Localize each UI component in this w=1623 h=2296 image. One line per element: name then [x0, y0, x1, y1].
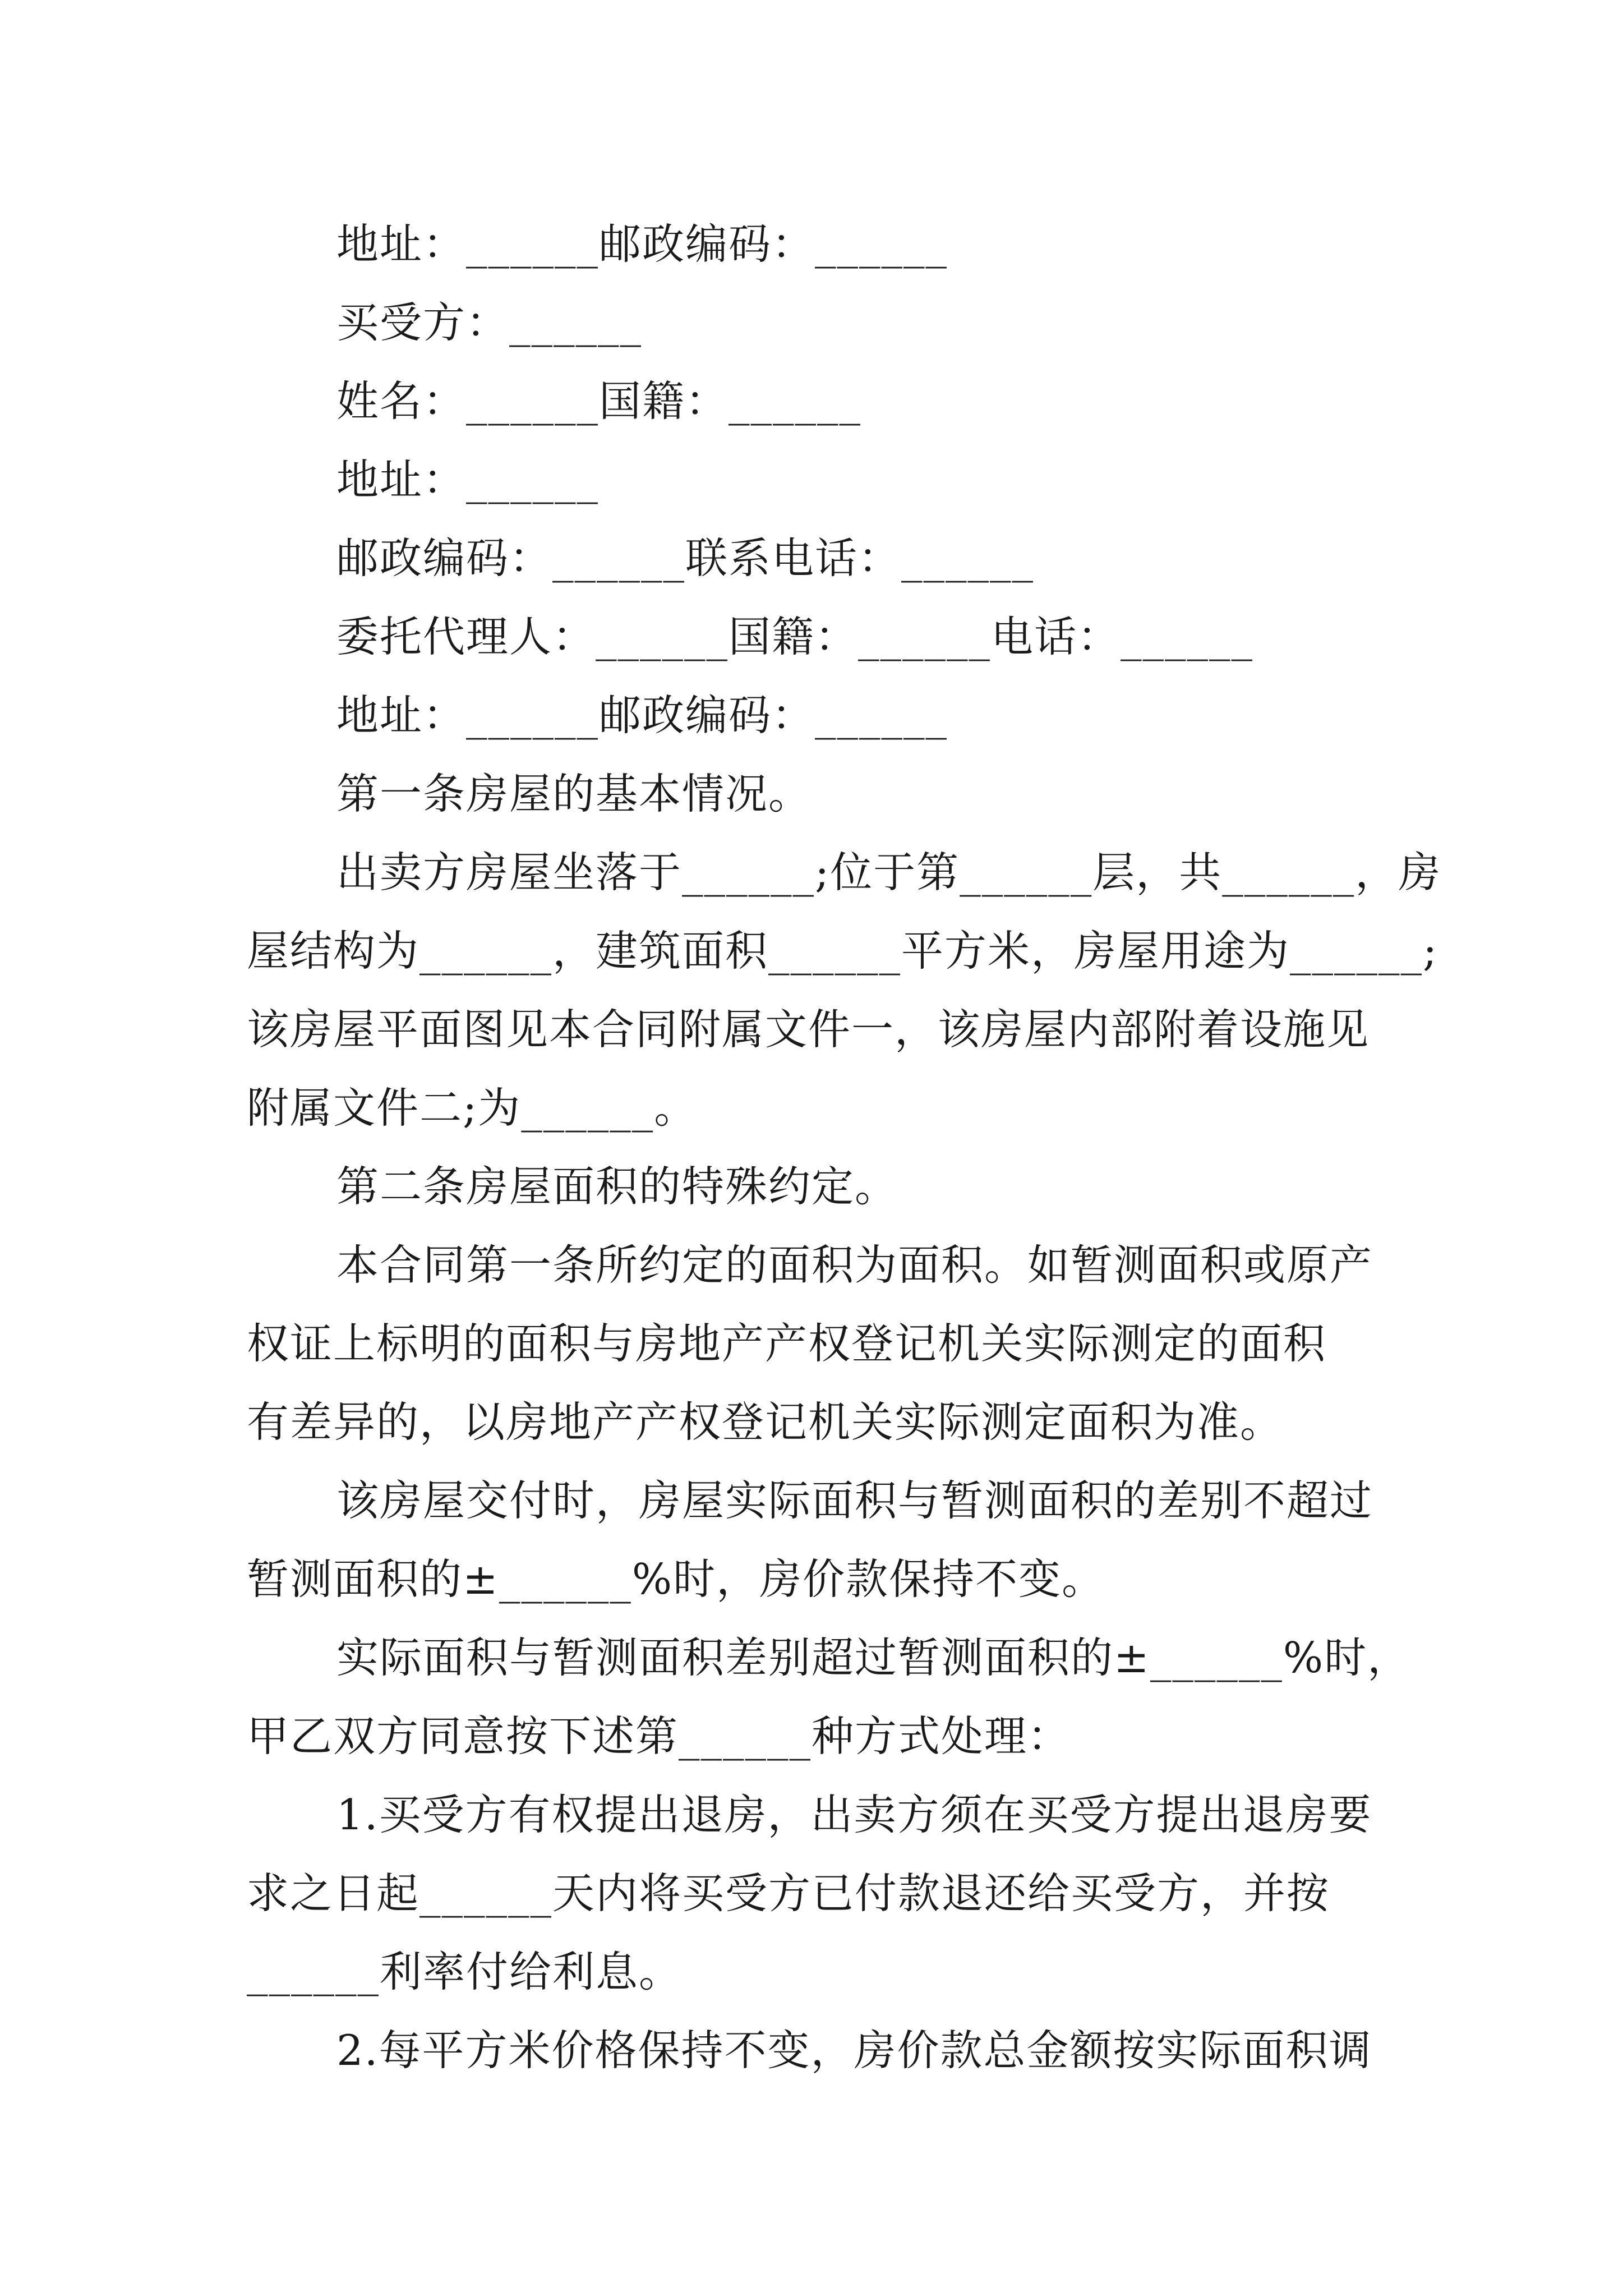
option-1-line-3: ______利率付给利息。 — [247, 1947, 683, 1996]
article-2-paragraph-1-line-3: 有差异的，以房地产产权登记机关实际测定面积为准。 — [247, 1397, 1284, 1447]
article-1-paragraph-line-2: 屋结构为______，建筑面积______平方米，房屋用途为______; — [247, 926, 1438, 976]
option-1-line-1: 1.买受方有权提出退房，出卖方须在买受方提出退房要 — [336, 1790, 1372, 1839]
article-2-paragraph-1-line-2: 权证上标明的面积与房地产产权登记机关实际测定的面积 — [247, 1319, 1327, 1368]
option-1-line-2: 求之日起______天内将买受方已付款退还给买受方，并按 — [247, 1869, 1330, 1918]
buyer-postcode-phone-line: 邮政编码：______联系电话：______ — [336, 533, 1035, 583]
option-2-line-1: 2.每平方米价格保持不变，房价款总金额按实际面积调 — [336, 2026, 1372, 2075]
article-2-heading: 第二条房屋面积的特殊约定。 — [336, 1162, 898, 1211]
buyer-agent-line: 委托代理人：______国籍：______电话：______ — [336, 612, 1254, 661]
seller-agent-address-line: 地址：______邮政编码：______ — [336, 219, 948, 269]
article-2-paragraph-3-line-2: 甲乙双方同意按下述第______种方式处理： — [247, 1711, 1071, 1761]
article-2-paragraph-1-line-1: 本合同第一条所约定的面积为面积。如暂测面积或原产 — [336, 1240, 1373, 1290]
article-2-paragraph-2-line-2: 暂测面积的±______%时，房价款保持不变。 — [247, 1554, 1105, 1604]
buyer-address-line: 地址：______ — [336, 455, 600, 504]
article-1-paragraph-line-4: 附属文件二;为______。 — [247, 1083, 698, 1133]
buyer-name-nationality-line: 姓名：______国籍：______ — [336, 376, 862, 426]
buyer-line: 买受方：______ — [336, 298, 643, 347]
article-2-paragraph-2-line-1: 该房屋交付时，房屋实际面积与暂测面积的差别不超过 — [336, 1476, 1373, 1525]
article-1-heading: 第一条房屋的基本情况。 — [336, 769, 812, 818]
article-2-paragraph-3-line-1: 实际面积与暂测面积差别超过暂测面积的±______%时， — [336, 1633, 1411, 1682]
article-1-paragraph-line-1: 出卖方房屋坐落于______;位于第______层，共______，房 — [336, 848, 1442, 897]
article-1-paragraph-line-3: 该房屋平面图见本合同附属文件一，该房屋内部附着设施见 — [247, 1005, 1370, 1054]
buyer-agent-address-line: 地址：______邮政编码：______ — [336, 691, 948, 740]
